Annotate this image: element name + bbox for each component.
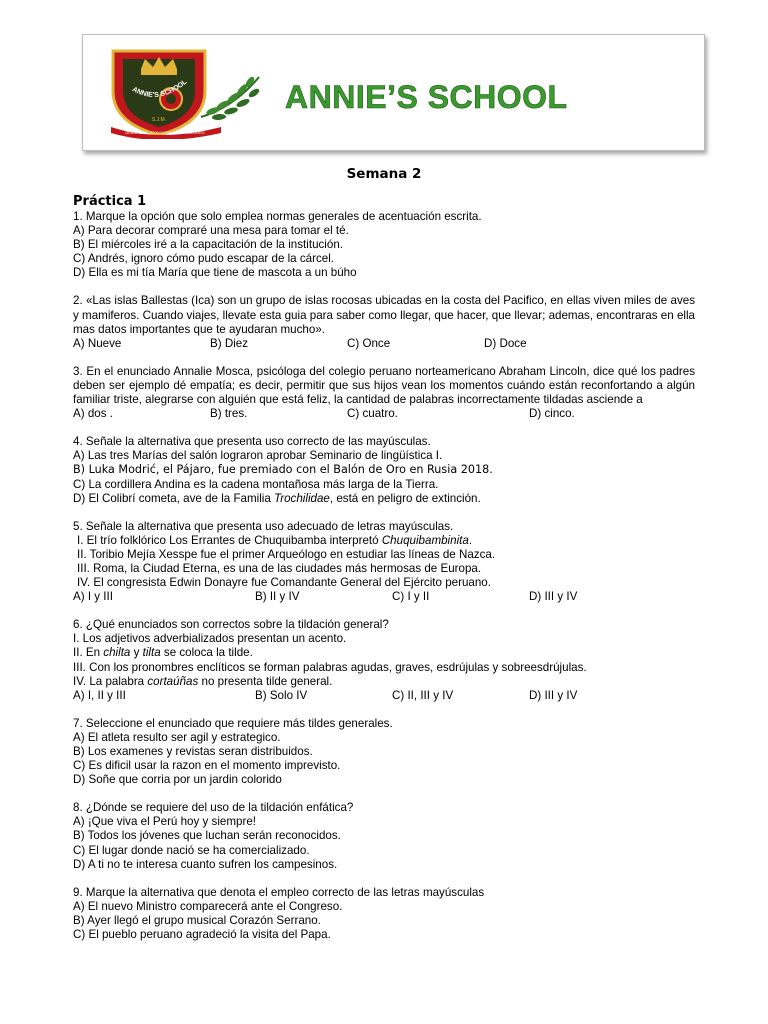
- statement-text: IV. La palabra: [73, 674, 148, 688]
- statement-italic: chilta: [103, 646, 131, 660]
- option: B) El miércoles iré a la capacitación de la institución.: [73, 238, 344, 252]
- question-stem: 9. Marque la alternativa que denota el empleo correcto de las letras mayúsculas: [73, 885, 485, 899]
- statement: [73, 646, 695, 660]
- crest-initials: S.J.M.: [151, 117, 167, 123]
- crest-text: ANNIE’S SCHOOL: [130, 78, 189, 99]
- school-crest-logo: [109, 47, 281, 139]
- question-5: [73, 520, 695, 605]
- statement: III. Roma, la Ciudad Eterna, es una de las ciudades más hermosas de Europa.: [77, 561, 482, 575]
- school-name: ANNIE’S SCHOOL: [285, 79, 568, 115]
- page-title: Semana 2: [346, 166, 422, 182]
- question-stem: 3. En el enunciado Annalie Mosca, psicóloga del colegio peruano norteamericano Abraham Lincoln, dice qué los padres deben ser ejemplo dé empatía; es decir, permitir que sus hijos vean los momentos cuándo están reconfortando a algún familiar triste, alegrarse con alguién que está feliz, la cantidad de palabras incorrectamente tildadas asciende a: [73, 364, 695, 407]
- option: D) Soñe que corria por un jardin colorido: [73, 773, 282, 787]
- option: C) Es dificil usar la razon en el momento imprevisto.: [73, 759, 341, 773]
- option: D) cinco.: [529, 407, 575, 421]
- option: C) I y II: [392, 590, 430, 604]
- option: B) tres.: [210, 407, 248, 421]
- option: A) Para decorar compraré una mesa para tomar el té.: [73, 224, 349, 238]
- option-row: [73, 337, 695, 351]
- question-9: [73, 886, 695, 942]
- question-3: [73, 365, 695, 421]
- statement: IV. El congresista Edwin Donayre fue Comandante General del Ejército peruano.: [77, 576, 491, 590]
- option: C) El pueblo peruano agradeció la visita del Papa.: [73, 928, 331, 942]
- statement-text: no presenta tilde general.: [198, 674, 333, 688]
- option: D) Ella es mi tía María que tiene de mascota a un búho: [73, 266, 357, 280]
- option-text: , está en peligro de extinción.: [329, 491, 481, 505]
- statement-text: se coloca la tilde.: [160, 646, 253, 660]
- question-stem: 2. «Las islas Ballestas (Ica) son un grupo de islas rocosas ubicadas en la costa del Pacifico, en ellas viven miles de aves y mamiferos. Cuando viajes, llevate esta guia para saber como llegar, que hacer, que llevar; ademas, encontraras en ella mas datos importantes que te ayudaran mucho».: [73, 294, 695, 336]
- question-stem: 4. Señale la alternativa que presenta uso correcto de las mayúsculas.: [73, 435, 431, 449]
- question-1: [73, 210, 695, 280]
- crest-motto: DISCIPLINA - CONOCIMIENTO - VALORES: [125, 130, 205, 135]
- question-7: [73, 717, 695, 787]
- option: D) A ti no te interesa cuanto sufren los campesinos.: [73, 857, 338, 871]
- option: B) Todos los jóvenes que luchan serán reconocidos.: [73, 829, 341, 843]
- option: C) La cordillera Andina es la cadena montañosa más larga de la Tierra.: [73, 477, 439, 491]
- statement: III. Con los pronombres enclíticos se forman palabras agudas, graves, esdrújulas y sobreesdrújulas.: [73, 660, 587, 674]
- option: B) Diez: [210, 336, 249, 350]
- option-text: D) El Colibrí cometa, ave de la Familia: [73, 491, 275, 505]
- question-stem: 5. Señale la alternativa que presenta uso adecuado de letras mayúsculas.: [73, 519, 454, 533]
- option: B) Solo IV: [255, 688, 308, 702]
- question-stem: 6. ¿Qué enunciados son correctos sobre la tildación general?: [73, 618, 389, 632]
- option: A) El atleta resulto ser agil y estrategico.: [73, 730, 281, 744]
- option: A) Las tres Marías del salón lograron aprobar Seminario de lingüística I.: [73, 449, 443, 463]
- option: A) El nuevo Ministro comparecerá ante el Congreso.: [73, 899, 343, 913]
- statement-text: II. En: [73, 646, 104, 660]
- option: C) cuatro.: [347, 407, 398, 421]
- option: A) ¡Que viva el Perú hoy y siempre!: [73, 815, 256, 829]
- question-8: [73, 801, 695, 871]
- question-6: [73, 618, 695, 703]
- question-4: [73, 435, 695, 505]
- option: B) Luka Modrić, el Pájaro, fue premiado con el Balón de Oro en Rusia 2018.: [73, 463, 493, 477]
- practice-title: Práctica 1: [73, 194, 147, 209]
- option: B) Ayer llegó el grupo musical Corazón Serrano.: [73, 913, 321, 927]
- exercise-sheet: [73, 194, 695, 956]
- statement: I. Los adjetivos adverbializados presentan un acento.: [73, 632, 347, 646]
- option: D) III y IV: [529, 688, 578, 702]
- option: C) II, III y IV: [392, 688, 454, 702]
- option-row: [73, 590, 695, 604]
- option-italic: Trochilidae: [274, 491, 330, 505]
- option: [73, 492, 695, 506]
- statement-italic: Chuquibambinita: [381, 533, 469, 547]
- option: B) II y IV: [255, 590, 300, 604]
- option: C) El lugar donde nació se ha comercializado.: [73, 843, 310, 857]
- statement-italic: tilta: [142, 646, 161, 660]
- statement: II. Toribio Mejía Xesspe fue el primer Arqueólogo en estudiar las líneas de Nazca.: [77, 547, 496, 561]
- option: C) Once: [347, 336, 391, 350]
- option-row: [73, 689, 695, 703]
- statement-text: .: [468, 533, 473, 547]
- option: D) III y IV: [529, 590, 578, 604]
- question-stem: 8. ¿Dónde se requiere del uso de la tildación enfática?: [73, 801, 354, 815]
- statement-text: y: [130, 646, 143, 660]
- option: A) Nueve: [73, 336, 122, 350]
- statement-italic: cortaúñas: [147, 674, 199, 688]
- statement-text: I. El trío folklórico Los Errantes de Chuquibamba interpretó: [77, 533, 382, 547]
- option: A) I y III: [73, 590, 113, 604]
- statement: [73, 534, 695, 548]
- option: A) dos .: [73, 407, 113, 421]
- question-stem: 1. Marque la opción que solo emplea normas generales de acentuación escrita.: [73, 210, 482, 223]
- option: D) Doce: [484, 336, 527, 350]
- option: A) I, II y III: [73, 688, 126, 702]
- statement: [73, 675, 695, 689]
- option: B) Los examenes y revistas seran distribuidos.: [73, 745, 313, 758]
- school-banner: [82, 34, 705, 151]
- option: C) Andrés, ignoro cómo pudo escapar de la cárcel.: [73, 252, 335, 266]
- question-stem: 7. Seleccione el enunciado que requiere más tildes generales.: [73, 716, 393, 730]
- question-2: [73, 294, 695, 350]
- option-row: [73, 407, 695, 421]
